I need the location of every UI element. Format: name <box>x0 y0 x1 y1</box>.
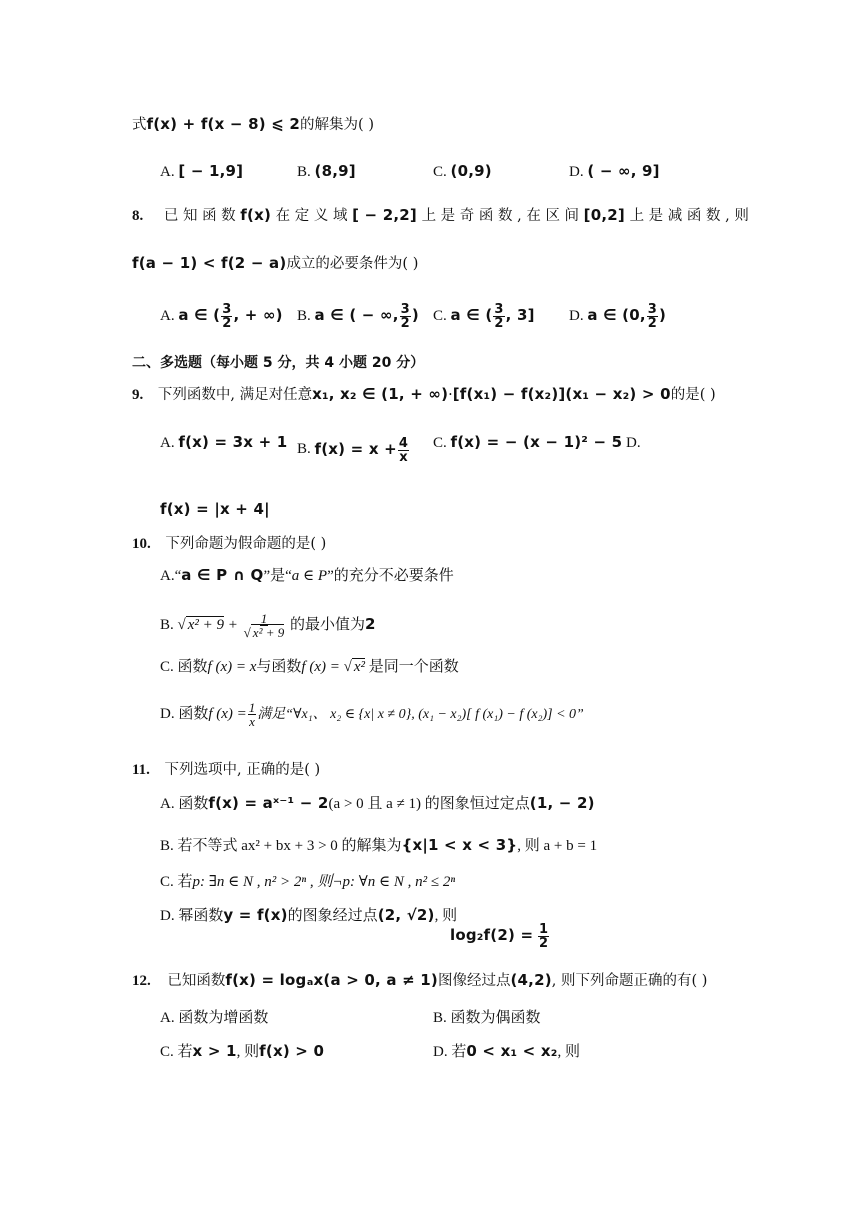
fraction <box>243 612 286 639</box>
math: 满足“∀x₁、 x₂ ∈ {x| x ≠ 0}, (x₁ − x₂)[ f (x₁) − f (x₂)] < 0” <box>257 707 584 722</box>
option-label: C. <box>160 659 174 675</box>
q10-option-d <box>160 697 584 732</box>
fraction <box>398 437 409 464</box>
denominator: √ x² + 9 <box>243 625 285 641</box>
option-label: B. <box>160 617 174 633</box>
option-label: B. <box>297 441 311 457</box>
question-number: 9. <box>132 387 144 403</box>
option-label: B. <box>297 308 311 324</box>
q7-option-a <box>160 161 243 182</box>
denominator: 2 <box>538 936 549 952</box>
math: f(x) > 0 <box>259 1042 325 1060</box>
sqrt-term: √ x² <box>343 659 365 675</box>
q8-option-d <box>569 300 666 331</box>
denominator: 2 <box>222 316 232 332</box>
option-label: B. <box>433 1010 447 1026</box>
q7-expression: f(x) + f(x − 8) ⩽ 2 <box>146 115 301 133</box>
math: 2 <box>365 615 376 633</box>
numerator: 4 <box>398 436 409 452</box>
numerator: 1 <box>538 922 549 938</box>
q8-option-b <box>297 300 419 331</box>
option-value: [ − 1,9] <box>178 162 244 180</box>
math: f(x) = logₐx(a > 0, a ≠ 1) <box>225 971 438 989</box>
option-label: C. <box>433 164 447 180</box>
text: 函数为增函数 <box>178 1010 269 1026</box>
q11-option-b <box>160 835 597 856</box>
option-label: A. <box>160 568 175 584</box>
math: a ∈ (0, <box>587 306 646 324</box>
text: 函数 <box>177 659 208 675</box>
option-label: D. <box>569 308 584 324</box>
q8-option-a <box>160 300 283 331</box>
option-label: A. <box>160 435 175 451</box>
option-label: D. <box>160 908 175 924</box>
question-number: 8. <box>132 208 144 224</box>
math: p <box>342 874 350 890</box>
option-label: B. <box>160 838 174 854</box>
q11-stem <box>132 760 320 780</box>
math: p <box>192 874 201 890</box>
q9-stem <box>132 384 716 405</box>
q7-stem <box>132 114 374 135</box>
option-label: A. <box>160 1010 175 1026</box>
text: 已 知 函 数 <box>163 208 236 224</box>
q10-option-a <box>160 565 454 586</box>
fraction <box>248 701 257 728</box>
math: f(x) = 3x + 1 <box>178 433 288 451</box>
text: 已知函数 <box>167 973 226 989</box>
text: , 则下列命题正确的有( ) <box>551 973 708 989</box>
numerator: 3 <box>494 302 504 318</box>
option-label: A. <box>160 164 175 180</box>
text: 的最小值为 <box>290 617 366 633</box>
q9-option-b <box>297 432 410 467</box>
q12-option-d <box>433 1041 580 1062</box>
text: 图像经过点 <box>437 973 511 989</box>
math: (2, √2) <box>377 906 435 924</box>
math: f(x) = |x + 4| <box>160 500 270 518</box>
q7-prefix: 式 <box>132 117 147 133</box>
text: 下列命题为假命题的是( ) <box>165 536 327 552</box>
text: , 则 <box>236 1044 260 1060</box>
math: : ∀n ∈ N , n² ≤ 2ⁿ <box>350 874 456 890</box>
numerator: 3 <box>400 302 410 318</box>
text: , 则 a + b = 1 <box>517 838 598 854</box>
q10-stem <box>132 534 326 554</box>
math: x > 1 <box>192 1042 237 1060</box>
text: 是同一个函数 <box>368 659 459 675</box>
option-label: D. <box>569 164 584 180</box>
radicand: x² <box>353 659 365 675</box>
radicand: x² + 9 <box>252 625 285 641</box>
denominator: 2 <box>400 316 410 332</box>
fraction <box>647 303 658 330</box>
text: , 则 <box>557 1044 581 1060</box>
text: 函数 <box>178 706 209 722</box>
math: a ∈ ( <box>178 306 221 324</box>
option-label: A. <box>160 796 175 812</box>
fraction <box>538 923 549 950</box>
denominator: x <box>249 714 255 730</box>
q10-option-c <box>160 657 459 677</box>
q12-stem <box>132 970 707 991</box>
numerator: 3 <box>222 302 232 318</box>
math: f (x) = <box>301 659 344 675</box>
text: 下列选项中, 正确的是( ) <box>164 762 321 778</box>
text: “ <box>174 568 182 584</box>
q10-option-b <box>160 606 376 643</box>
q9-option-d <box>160 499 270 520</box>
text: 下列函数中, 满足对任意 <box>157 387 313 403</box>
text: ”的充分不必要条件 <box>327 568 454 584</box>
radicand: x² + 9 <box>187 617 225 633</box>
option-label: C. <box>433 308 447 324</box>
denominator: 2 <box>494 316 504 332</box>
math: (4,2) <box>510 971 552 989</box>
fraction <box>221 303 232 330</box>
q8-option-c <box>433 300 535 331</box>
text: 幂函数 <box>178 908 224 924</box>
option-label: D. <box>160 706 175 722</box>
math: [ − 2,2] <box>352 206 417 224</box>
option-label: B. <box>297 164 311 180</box>
option-label: D. <box>433 1044 448 1060</box>
option-value: ( − ∞, 9] <box>587 162 660 180</box>
text: ”是“ <box>263 568 292 584</box>
text: 成立的必要条件为( ) <box>286 256 419 272</box>
text: 若 <box>451 1044 467 1060</box>
question-number: 11. <box>132 762 150 778</box>
q8-stem-line2 <box>132 253 418 274</box>
math: x₁, x₂ ∈ (1, + ∞) <box>312 385 449 403</box>
text: · <box>448 387 453 403</box>
q9-option-a <box>160 432 287 453</box>
numerator: 3 <box>647 302 657 318</box>
math: + <box>227 617 238 633</box>
denominator: x <box>399 450 408 466</box>
math: f(x) = − (x − 1)² − 5 <box>450 433 623 451</box>
text: (a > 0 且 a ≠ 1) 的图象恒过定点 <box>328 796 530 812</box>
math: log₂f(2) = <box>450 926 534 944</box>
section-header: 二、多选题（每小题 5 分，共 4 小题 20 分） <box>132 355 425 371</box>
math: ) <box>411 306 419 324</box>
option-label: C. <box>433 435 447 451</box>
math: a ∈ P <box>291 568 328 584</box>
q11-option-d-result <box>450 920 550 951</box>
math: a ∈ ( <box>450 306 493 324</box>
math: {x|1 < x < 3} <box>401 836 518 854</box>
math: y = f(x) <box>223 906 288 924</box>
text: 函数 <box>178 796 209 812</box>
math: , 3] <box>505 306 535 324</box>
math: 0 < x₁ < x₂ <box>466 1042 558 1060</box>
q7-option-b <box>297 161 356 182</box>
text: 的图象经过点 <box>287 908 378 924</box>
denominator: 2 <box>647 316 657 332</box>
math: : ∃n ∈ N , n² > 2ⁿ , 则¬ <box>200 874 343 890</box>
numerator: 1 <box>260 611 268 627</box>
text: 函数为偶函数 <box>450 1010 541 1026</box>
math: a ∈ P ∩ Q <box>181 566 264 584</box>
math: [f(x₁) − f(x₂)](x₁ − x₂) > 0 <box>452 385 671 403</box>
question-number: 10. <box>132 536 151 552</box>
q7-option-d <box>569 161 660 182</box>
math: (1, − 2) <box>529 794 595 812</box>
math: , + ∞) <box>233 306 283 324</box>
text: 在 定 义 域 <box>275 208 348 224</box>
q12-option-a <box>160 1008 268 1028</box>
text: 若不等式 ax² + bx + 3 > 0 的解集为 <box>177 838 402 854</box>
option-label: A. <box>160 308 175 324</box>
q11-option-a <box>160 793 595 814</box>
q7-suffix: 的解集为( ) <box>300 117 374 133</box>
option-value: (8,9] <box>314 162 356 180</box>
q12-option-c <box>160 1041 324 1062</box>
question-number: 12. <box>132 973 151 989</box>
math: [0,2] <box>583 206 625 224</box>
math: f(x) = x + <box>314 440 397 458</box>
text: , 则 <box>434 908 458 924</box>
option-value: (0,9) <box>450 162 492 180</box>
sqrt-term: √ x² + 9 <box>177 617 225 633</box>
numerator: 1 <box>248 700 256 716</box>
text: 的是( ) <box>670 387 716 403</box>
math: f (x) = x <box>207 659 257 675</box>
q7-option-c <box>433 161 492 182</box>
q11-option-c <box>160 872 455 892</box>
q9-option-c <box>433 432 641 453</box>
math: f(x) <box>240 206 272 224</box>
text: 与函数 <box>256 659 302 675</box>
math: f (x) = <box>208 706 247 722</box>
math: f(x) = aˣ⁻¹ − 2 <box>208 794 329 812</box>
option-label: C. <box>160 1044 174 1060</box>
q11-option-d <box>160 905 457 926</box>
q8-stem-line1 <box>132 205 749 226</box>
q12-option-b <box>433 1008 541 1028</box>
option-label: D. <box>626 435 641 451</box>
option-label: C. <box>160 874 174 890</box>
fraction <box>400 303 411 330</box>
math: ) <box>659 306 667 324</box>
math: f(a − 1) < f(2 − a) <box>132 254 287 272</box>
text: 上 是 减 函 数 , 则 <box>629 208 749 224</box>
text: 若 <box>177 874 193 890</box>
text: 上 是 奇 函 数 , 在 区 间 <box>421 208 580 224</box>
text: 若 <box>177 1044 193 1060</box>
math: a ∈ ( − ∞, <box>314 306 399 324</box>
fraction <box>493 303 504 330</box>
